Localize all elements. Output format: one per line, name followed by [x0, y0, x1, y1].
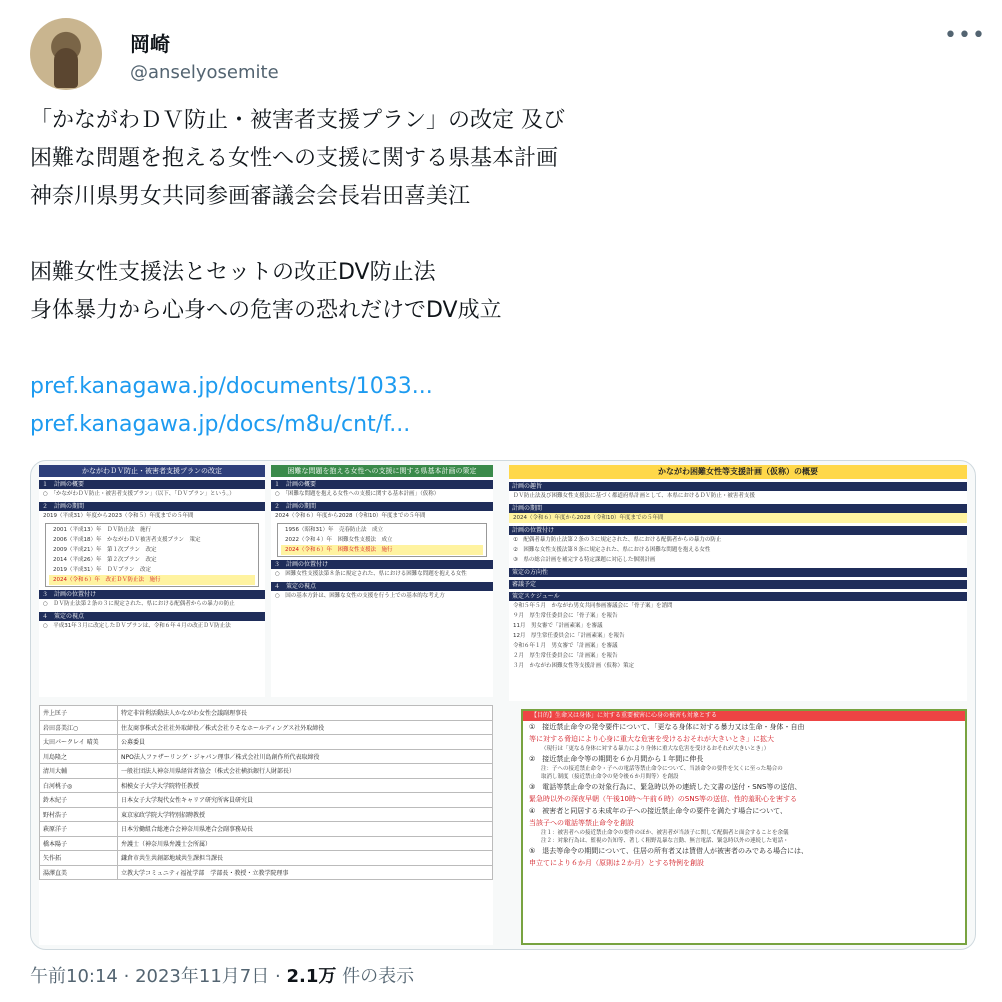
- committee-member-name: 橋本陽子: [40, 836, 118, 851]
- tweet-header: [30, 14, 986, 84]
- panel-text: 11月 男女審で「計画素案」を審議: [513, 623, 603, 629]
- committee-member-name: 萩原洋子: [40, 822, 118, 837]
- amendment-text-red: 申立てにより６か月（原則は２か月）とする特例を創設: [529, 859, 704, 867]
- table-row: [40, 735, 493, 750]
- panel-text: ○ 「困難な問題を抱える女性への支援に関する基本計画」（仮称）: [275, 491, 440, 497]
- committee-member-title: NPO法人ファザーリング・ジャパン理事／株式会社川島創作所代表取締役: [118, 749, 493, 764]
- panel-text: 2014（平成26）年 第２次プラン 改定: [53, 557, 157, 563]
- amendment-item: ① 接近禁止命令の発令要件について、「更なる身体に対する暴力又は生命・身体・自由: [529, 723, 805, 731]
- panel-text: 1956（昭和31）年 売春防止法 成立: [285, 527, 383, 533]
- table-row: [40, 836, 493, 851]
- section-header: ３ 計画の位置付け: [39, 590, 265, 599]
- panel-text: ３月 かながわ困難女性等支援計画（仮称）策定: [513, 663, 635, 669]
- amendment-text-red: 当該子への電話等禁止命令を創設: [529, 819, 634, 827]
- panel-text: 2024（令和６）年度から2028（令和10）年度までの５年間: [275, 513, 426, 519]
- committee-member-name: 野村浩子: [40, 807, 118, 822]
- amendment-note: （現行は「更なる身体に対する暴力により身体に重大な危害を受けるおそれが大きいとき」）: [541, 746, 770, 752]
- tweet-line: 神奈川県男女共同参画審議会会長岩田喜美江: [30, 184, 471, 209]
- panel-text: 令和５年５月 かながわ男女共同参画審議会に「骨子案」を諮問: [513, 603, 673, 609]
- committee-member-name: 白河桃子◎: [40, 778, 118, 793]
- committee-member-title: 特定非営利活動法人かながわ女性会議副理事長: [118, 706, 493, 721]
- tweet-line: 困難な問題を抱える女性への支援に関する県基本計画: [30, 146, 559, 171]
- panel-title: かながわ困難女性等支援計画（仮称）の概要: [509, 465, 967, 479]
- table-row: [40, 822, 493, 837]
- committee-table: [39, 705, 493, 880]
- tweet-media-image[interactable]: [30, 460, 976, 950]
- amendment-item: [523, 733, 965, 745]
- avatar[interactable]: [30, 18, 102, 90]
- panel-text: 令和６年１月 男女審で「計画案」を審議: [513, 643, 618, 649]
- committee-member-name: 川島隆之: [40, 749, 118, 764]
- meta-separator: ·: [274, 966, 281, 987]
- user-handle[interactable]: @anselyosemite: [130, 62, 279, 83]
- tweet-meta: [30, 962, 414, 988]
- amendment-note: 注：子への接近禁止命令・子への電話等禁止命令について、当該命令の要件を欠くに至った場合の: [541, 766, 783, 772]
- amendment-item: [523, 857, 965, 869]
- section-header: 審議予定: [509, 580, 967, 589]
- committee-member-name: 岩田喜美江○: [40, 720, 118, 735]
- amendment-note: 取消し制度（接近禁止命令の発令後６か月間等）を創設: [541, 774, 679, 780]
- history-box: [45, 523, 259, 587]
- section-header: ２ 計画の期間: [271, 502, 493, 511]
- panel-text: ○ ＤＶ防止法第２条の３に規定された、県における配偶者からの暴力の防止: [43, 601, 235, 607]
- plan-overview-panel: [509, 465, 967, 701]
- women-support-panel: [271, 465, 493, 697]
- panel-text: ２月 厚生常任委員会に「計画案」を報告: [513, 653, 618, 659]
- committee-member-title: 日本労働組合総連合会神奈川県連合会副事務局長: [118, 822, 493, 837]
- tweet-line: 困難女性支援法とセットの改正DV防止法: [30, 260, 436, 285]
- panel-text: 2019（平成31）年 ＤＶプラン 改定: [53, 567, 151, 573]
- section-header: 計画の趣旨: [509, 482, 967, 491]
- more-icon[interactable]: •••: [944, 23, 986, 48]
- panel-title: 困難な問題を抱える女性への支援に関する県基本計画の策定: [271, 465, 493, 477]
- section-header: ３ 計画の位置付け: [271, 560, 493, 569]
- table-row: [40, 851, 493, 866]
- panel-text: ○ 「かながわＤＶ防止・被害者支援プラン」（以下、「ＤＶプラン」という。）: [43, 491, 235, 497]
- amendment-text-red: 緊急時以外の深夜早朝（午後10時〜午前６時）のSNS等の送信、性的羞恥心を害する: [529, 795, 798, 803]
- section-header: ４ 策定の視点: [271, 582, 493, 591]
- panel-text: ＤＶ防止法及び困難女性支援法に基づく都道府県計画として、本県におけるＤＶ防止・被害者支援: [513, 493, 755, 499]
- history-box: [277, 523, 487, 557]
- committee-member-title: 東京家政学院大学特別招聘教授: [118, 807, 493, 822]
- section-header: 計画の期間: [509, 504, 967, 513]
- committee-member-title: 弁護士（神奈川県弁護士会所属）: [118, 836, 493, 851]
- amendment-note: 注１：被害者への接近禁止命令の要件のほか、被害者が当該子に関して配偶者と面会することを余儀: [541, 830, 789, 836]
- table-row: [40, 793, 493, 808]
- dv-law-amendment-panel: [521, 709, 967, 945]
- amendment-item: ② 接近禁止命令等の期間を６か月間から１年間に伸長: [529, 755, 704, 763]
- panel-text: ③ 県の総合計画を補完する特定課題に対応した個別計画: [513, 557, 656, 563]
- committee-member-title: 日本女子大学現代女性キャリア研究所客員研究員: [118, 793, 493, 808]
- section-header: 策定の方向性: [509, 568, 967, 577]
- amendment-item: ③ 電話等禁止命令の対象行為に、緊急時以外の連続した文書の送付・SNS等の送信、: [529, 783, 802, 791]
- committee-member-name: 鈴木紀子: [40, 793, 118, 808]
- panel-text: ① 配偶者暴力防止法第２条の３に規定された、県における配偶者からの暴力の防止: [513, 537, 722, 543]
- display-name[interactable]: 岡崎: [130, 32, 170, 56]
- committee-member-title: 公募委員: [118, 735, 493, 750]
- amendment-item: ⑤ 退去等命令の期間について、住居の所有者又は賃借人が被害者のみである場合には、: [529, 847, 808, 855]
- tweet-link-2[interactable]: pref.kanagawa.jp/docs/m8u/cnt/f...: [30, 412, 411, 437]
- committee-member-title: 住友商事株式会社社外取締役／株式会社りそなホールディングス社外取締役: [118, 720, 493, 735]
- panel-text: 2009（平成21）年 第１次プラン 改定: [53, 547, 157, 553]
- committee-member-name: 湯澤直美: [40, 865, 118, 880]
- tweet-date[interactable]: 2023年11月7日: [135, 966, 270, 987]
- tweet-text: [30, 102, 960, 444]
- committee-table-panel: [39, 705, 493, 945]
- table-row: [40, 720, 493, 735]
- panel-text-highlight: 2024（令和６）年度から2028（令和10）年度までの５年間: [509, 513, 967, 523]
- committee-member-title: 立教大学コミュニティ福祉学部 学部長・教授・立教学院理事: [118, 865, 493, 880]
- tweet-time[interactable]: 午前10:14: [30, 966, 118, 987]
- section-header: 計画の位置付け: [509, 526, 967, 535]
- panel-text: 2001（平成13）年 ＤＶ防止法 施行: [53, 527, 151, 533]
- table-row: [40, 865, 493, 880]
- panel-text-highlight: 2024（令和６）年 改正ＤＶ防止法 施行: [49, 575, 255, 585]
- panel-text-highlight: 2024（令和６）年 困難女性支援法 施行: [281, 545, 483, 555]
- committee-member-title: 鎌倉市共生共創部地域共生課担当課長: [118, 851, 493, 866]
- panel-text: ② 困難な女性支援法第８条に規定された、県における困難な問題を抱える女性: [513, 547, 711, 553]
- panel-text: ○ 平成31年３月に改定したＤＶプランは、令和６年４月の改正ＤＶ防止法: [43, 623, 231, 629]
- committee-member-name: 太田パークレイ 晴美: [40, 735, 118, 750]
- dv-plan-panel: [39, 465, 265, 697]
- panel-text: 12月 厚生常任委員会に「計画素案」を報告: [513, 633, 625, 639]
- panel-text: ９月 厚生常任委員会に「骨子案」を報告: [513, 613, 618, 619]
- table-row: [40, 807, 493, 822]
- table-row: [40, 749, 493, 764]
- table-row: [40, 706, 493, 721]
- amendment-item: [523, 793, 965, 805]
- panel-text: 2022（令和４）年 困難女性支援法 成立: [285, 537, 393, 543]
- amendment-item: [523, 817, 965, 829]
- amendment-banner: 【目的】生命又は身体」に対する重要被害に心身の被害も対象とする: [523, 711, 965, 721]
- panel-text: ○ 困難女性支援法第８条に規定された、県における困難な問題を抱える女性: [275, 571, 467, 577]
- amendment-text-red: 等に対する脅迫により心身に重大な危害を受けるおそれが大きいとき」に拡大: [529, 735, 774, 743]
- section-header: １ 計画の概要: [271, 480, 493, 489]
- panel-text: ○ 国の基本方針は、困難な女性の支援を行う上での基本的な考え方: [275, 593, 445, 599]
- section-header: ４ 策定の視点: [39, 612, 265, 621]
- meta-separator: ·: [123, 966, 130, 987]
- committee-member-name: 井上匡子: [40, 706, 118, 721]
- amendment-note: 注２：対象行為は、監視の告知等、著しく粗野乱暴な言動、無言電話、緊急時以外の連続した電話・: [541, 838, 789, 844]
- avatar-figure: [54, 48, 78, 88]
- view-count-label: 件の表示: [336, 966, 415, 987]
- section-header: １ 計画の概要: [39, 480, 265, 489]
- committee-member-name: 清川大輔: [40, 764, 118, 779]
- table-row: [40, 778, 493, 793]
- section-header: 策定スケジュール: [509, 592, 967, 601]
- tweet-line: 身体暴力から心身への危害の恐れだけでDV成立: [30, 298, 502, 323]
- tweet-link-1[interactable]: pref.kanagawa.jp/documents/1033...: [30, 374, 433, 399]
- committee-member-title: 相模女子大学大学院特任教授: [118, 778, 493, 793]
- panel-text: 2006（平成18）年 かながわＤＶ被害者支援プラン 策定: [53, 537, 201, 543]
- tweet-line: 「かながわＤＶ防止・被害者支援プラン」の改定 及び: [30, 108, 565, 133]
- committee-member-name: 矢作拓: [40, 851, 118, 866]
- view-count[interactable]: 2.1万: [286, 966, 337, 987]
- committee-member-title: 一般社団法人神奈川県経営者協会（株式会社横浜銀行人財部長）: [118, 764, 493, 779]
- panel-title: かながわＤＶ防止・被害者支援プランの改定: [39, 465, 265, 477]
- section-header: ２ 計画の期間: [39, 502, 265, 511]
- table-row: [40, 764, 493, 779]
- panel-text: 2019（平成31）年度から2023（令和５）年度までの５年間: [43, 513, 194, 519]
- amendment-item: ④ 被害者と同居する未成年の子への接近禁止命令の要件を満たす場合について、: [529, 807, 787, 815]
